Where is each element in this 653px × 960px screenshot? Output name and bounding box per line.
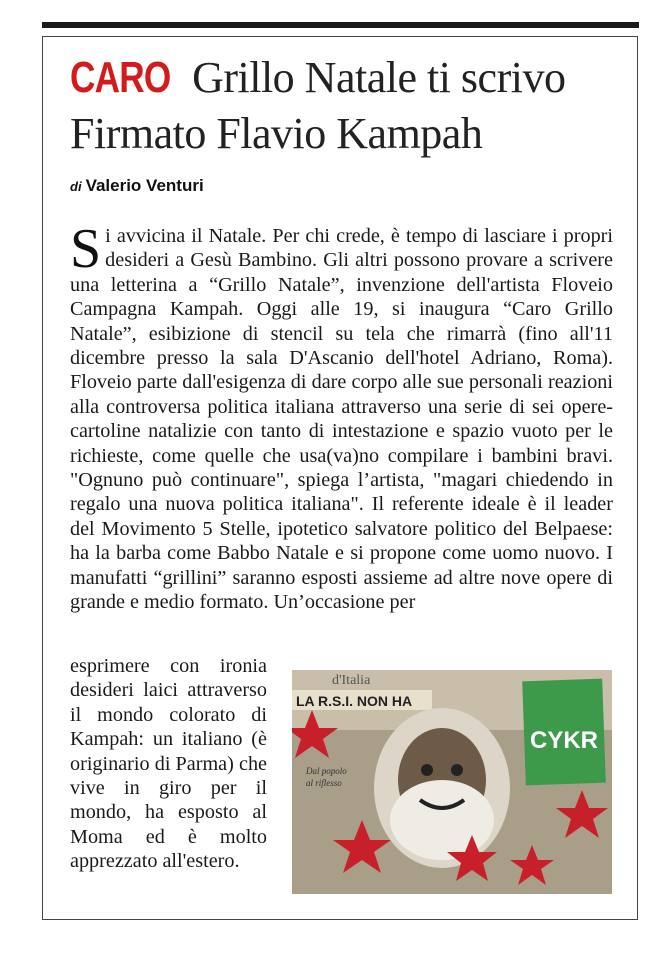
body-paragraph: i avvicina il Natale. Per chi crede, è tempo di lasciare i propri desideri a Gesù Bambino. Gli altri possono provare a scrivere una letterina a “Grillo Natale”, invenzione dell'artista Floveio Campagna Kampah. Oggi alle 19, si inaugura “Caro Grillo Natale”, esibizione di stencil su tela che rimarrà (fino all'11 dicembre presso la sala D'Ascanio dell'hotel Adriano, Roma). Floveio parte dall'esigenza di dare corpo alle sue personali reazioni alla controversa politica italiana attraverso una serie di sei opere-cartoline natalizie con tanto di intestazione e spazio vuoto per le richieste, come quelle che usa(va)no compilare i bambini bravi. "Ognuno può continuare", spiega l’artista, "magari chiedendo in regalo una nuova politica italiana". Il referente ideale è il leader del Movimento 5 Stelle, ipotetico salvatore politico del Belpaese: ha la barba come Babbo Natale e si propone come uomo nuovo. I manufatti “grillini” saranno esposti assieme ad altre nove opere di grande e medio formato. Un’occasione per (70, 225, 613, 614)
article-tail (70, 654, 267, 874)
artwork-caption-1: Dal popolo (306, 766, 347, 776)
top-rule (42, 22, 639, 28)
tail-paragraph: esprimere con ironia desideri laici attraverso il mondo colorato di Kampah: un italiano (è originario di Parma) che vive in giro per il mondo, ha esposto al Moma ed è molto apprezzato all'estero. (70, 655, 267, 873)
headline-kicker: CARO (70, 53, 171, 102)
headline-line-1 (70, 50, 630, 106)
drop-cap: S (70, 218, 102, 280)
byline (70, 176, 204, 196)
article-body (70, 218, 613, 615)
artwork-svg (292, 670, 612, 894)
headline-title-1: Grillo Natale ti scrivo (192, 53, 566, 102)
artwork-caption-2: al riflesso (306, 778, 342, 788)
artwork-newspaper-headline: LA R.S.I. NON HA (296, 693, 413, 709)
byline-prefix: di (70, 179, 82, 194)
headline-title-2: Firmato Flavio Kampah (70, 109, 483, 158)
artwork-badge: CYKR (530, 727, 599, 754)
artwork-image (292, 670, 612, 894)
artwork-masthead: d'Italia (332, 673, 371, 688)
byline-author: Valerio Venturi (85, 176, 204, 195)
article-headline (70, 50, 630, 162)
